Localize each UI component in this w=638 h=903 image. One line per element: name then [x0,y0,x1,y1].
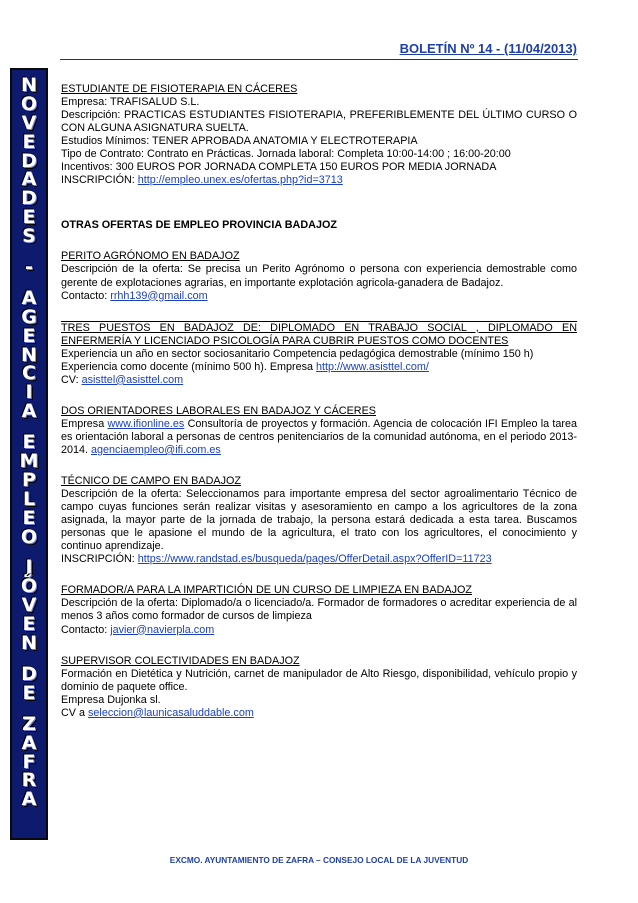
side-banner-letter: P [22,468,36,491]
side-banner-letter: E [22,613,36,636]
side-banner-letter: - [25,256,33,279]
side-banner-letter: S [22,225,36,248]
side-banner-letter: C [22,362,36,385]
side-banner-letter: A [21,731,37,754]
contact-label: Contacto: [61,289,111,302]
offer-company: Empresa Dujonka sl. [61,693,161,706]
side-banner-letter: A [21,400,37,423]
footer-text: EXCMO. AYUNTAMIENTO DE ZAFRA – CONSEJO LOCAL DE LA JUVENTUD [169,855,469,865]
company-website-link[interactable]: www.ifionline.es [107,417,185,430]
signup-label: INSCRIPCIÓN: [61,553,138,566]
offer-description: Descripción de la oferta: Seleccionamos para importante empresa del sector agroalimentario Técnico de campo cuyas funciones serán realizar visitas y asesoramiento en campo a los agricultores de la zona asignada, la mayor parte de la jornada de trabajo, la persona estará dedicada a esta tarea. Buscamos personas que le apasione el mundo de la agricultura, el trato con los agricultores, el conocimiento y continuo aprendizaje. [61,488,577,553]
offer-description: Descripción: PRACTICAS ESTUDIANTES FISIOTERAPIA, PREFERIBLEMENTE DEL ÚLTIMO CURSO O CON ALGUNA ASIGNATURA SUELTA. [61,109,577,135]
side-banner-letter: E [22,324,36,347]
offer-line: Experiencia un año en sector sociosanitario Competencia pedagógica demostrable (mínimo 150 h) [61,347,534,360]
signup-link[interactable]: https://www.randstad.es/busqueda/pages/OfferDetail.aspx?OfferID=11723 [137,553,492,566]
offer-contact [61,624,577,637]
side-banner-letter: E [22,431,36,454]
company-website-link[interactable]: http://www.asisttel.com/ [316,360,429,373]
offer-company: Empresa: TRAFISALUD S.L. [61,96,200,109]
cv-email-link[interactable]: seleccion@launicasaluddable.com [88,706,254,719]
cv-label: CV: [61,373,82,386]
offer-contract: Tipo de Contrato: Contrato en Prácticas. Jornada laboral: Completa 10:00-14:00 ; 16:00-20:00 [61,148,511,161]
signup-label: INSCRIPCIÓN: [61,174,138,187]
side-banner-letter: E [22,681,36,704]
side-banner-letter: A [21,168,37,191]
offer-title: DOS ORIENTADORES LABORALES EN BADAJOZ Y CÁCERES [61,404,376,417]
side-banner-letter: A [21,788,37,811]
contact-email-link[interactable]: javier@navierpla.com [110,623,215,636]
offer-line [61,361,577,374]
offer-line-text: Experiencia como docente (mínimo 500 h). Empresa [61,360,317,373]
offer-tecnico-campo [61,475,577,566]
offer-signup [61,174,577,187]
side-banner-letter: O [20,92,38,115]
offer-title: SUPERVISOR COLECTIVIDADES EN BADAJOZ [61,654,300,667]
side-banner-letter: L [22,487,36,510]
side-banner-letter: V [21,111,37,134]
offer-description: Descripción de la oferta: Se precisa un Perito Agrónomo o persona con experiencia demostrable como gerente de explotaciones agrarias, en importante explotación agricola-ganadera de Badajoz. [61,263,577,289]
offer-description: Formación en Dietética y Nutrición, carnet de manipulador de Alto Riesgo, disponibilidad, vehículo propio y dominio de paquete office. [61,667,577,693]
offer-text: Consultoría de proyectos y formación. Agencia de colocación IFI Empleo la tarea es orientación laboral a personas de centros penitenciarios de la comunidad autónoma, en el periodo 2013-2014. [61,417,578,456]
side-banner-letters [12,76,46,809]
side-banner-letter: G [21,305,37,328]
side-banner-letter: E [22,130,36,153]
offer-description [61,418,577,457]
offer-title: FORMADOR/A PARA LA IMPARTICIÓN DE UN CURSO DE LIMPIEZA EN BADAJOZ [61,584,472,597]
side-banner-letter: Ó [20,575,38,598]
side-banner-letter: E [22,206,36,229]
offer-cv [61,374,577,387]
signup-link[interactable]: http://empleo.unex.es/ofertas.php?id=3713 [137,174,343,187]
offer-title-text: TRES PUESTOS EN BADAJOZ DE: DIPLOMADO EN TRABAJO SOCIAL , DIPLOMADO EN ENFERMERÍA Y LICENCIADO PSICOLOGÍA PARA CUBRIR PUESTOS COMO DOCENTES [61,321,577,347]
side-banner [10,68,48,840]
offer-tres-puestos [61,321,577,387]
offer-title: PERITO AGRÓNOMO EN BADAJOZ [61,250,240,263]
offer-title [61,321,577,348]
cv-email-link[interactable]: asisttel@asisttel.com [81,373,184,386]
offer-incentives: Incentivos: 300 EUROS POR JORNADA COMPLETA 150 EUROS POR MEDIA JORNADA [61,161,497,174]
side-banner-letter: O [20,525,38,548]
offer-contact [61,290,577,303]
offer-formador [61,584,577,636]
contact-label: Contacto: [61,623,111,636]
offer-studies: Estudios Mínimos: TENER APROBADA ANATOMIA Y ELECTROTERAPIA [61,135,418,148]
side-banner-letter: Z [22,712,36,735]
contact-email-link[interactable]: agenciaempleo@ifi.com.es [91,443,221,456]
side-banner-letter: V [21,594,37,617]
side-banner-letter: N [21,343,37,366]
offer-fisioterapia [61,83,577,187]
cv-label: CV a [61,706,89,719]
side-banner-letter: F [22,750,36,773]
offer-description: Descripción de la oferta: Diplomado/a o licenciado/a. Formador de formadores o acreditar experiencia de al menos 3 años como formador de cursos de limpieza [61,597,577,623]
bulletin-title: BOLETÍN Nº 14 - (11/04/2013) [399,41,577,56]
side-banner-letter: J [25,556,33,579]
offer-perito [61,250,577,302]
offer-signup [61,553,577,566]
side-banner-letter: D [21,187,37,210]
side-banner-letter: N [21,632,37,655]
section-title: OTRAS OFERTAS DE EMPLEO PROVINCIA BADAJOZ [61,219,337,232]
offers-content [61,83,577,720]
side-banner-letter: R [21,769,37,792]
offer-title: TÉCNICO DE CAMPO EN BADAJOZ [61,475,241,488]
offer-title: ESTUDIANTE DE FISIOTERAPIA EN CÁCERES [61,83,298,95]
side-banner-letter: A [21,286,37,309]
header-rule [60,59,578,60]
side-banner-letter: D [21,149,37,172]
offer-orientadores [61,405,577,457]
side-banner-letter: E [22,506,36,529]
contact-email-link[interactable]: rrhh139@gmail.com [110,289,208,302]
side-banner-letter: M [19,450,39,473]
side-banner-letter: D [21,662,37,685]
side-banner-letter: N [21,74,37,96]
offer-text: Empresa [61,417,108,430]
side-banner-letter: I [25,381,33,404]
offer-cv [61,707,577,720]
offer-supervisor [61,655,577,720]
